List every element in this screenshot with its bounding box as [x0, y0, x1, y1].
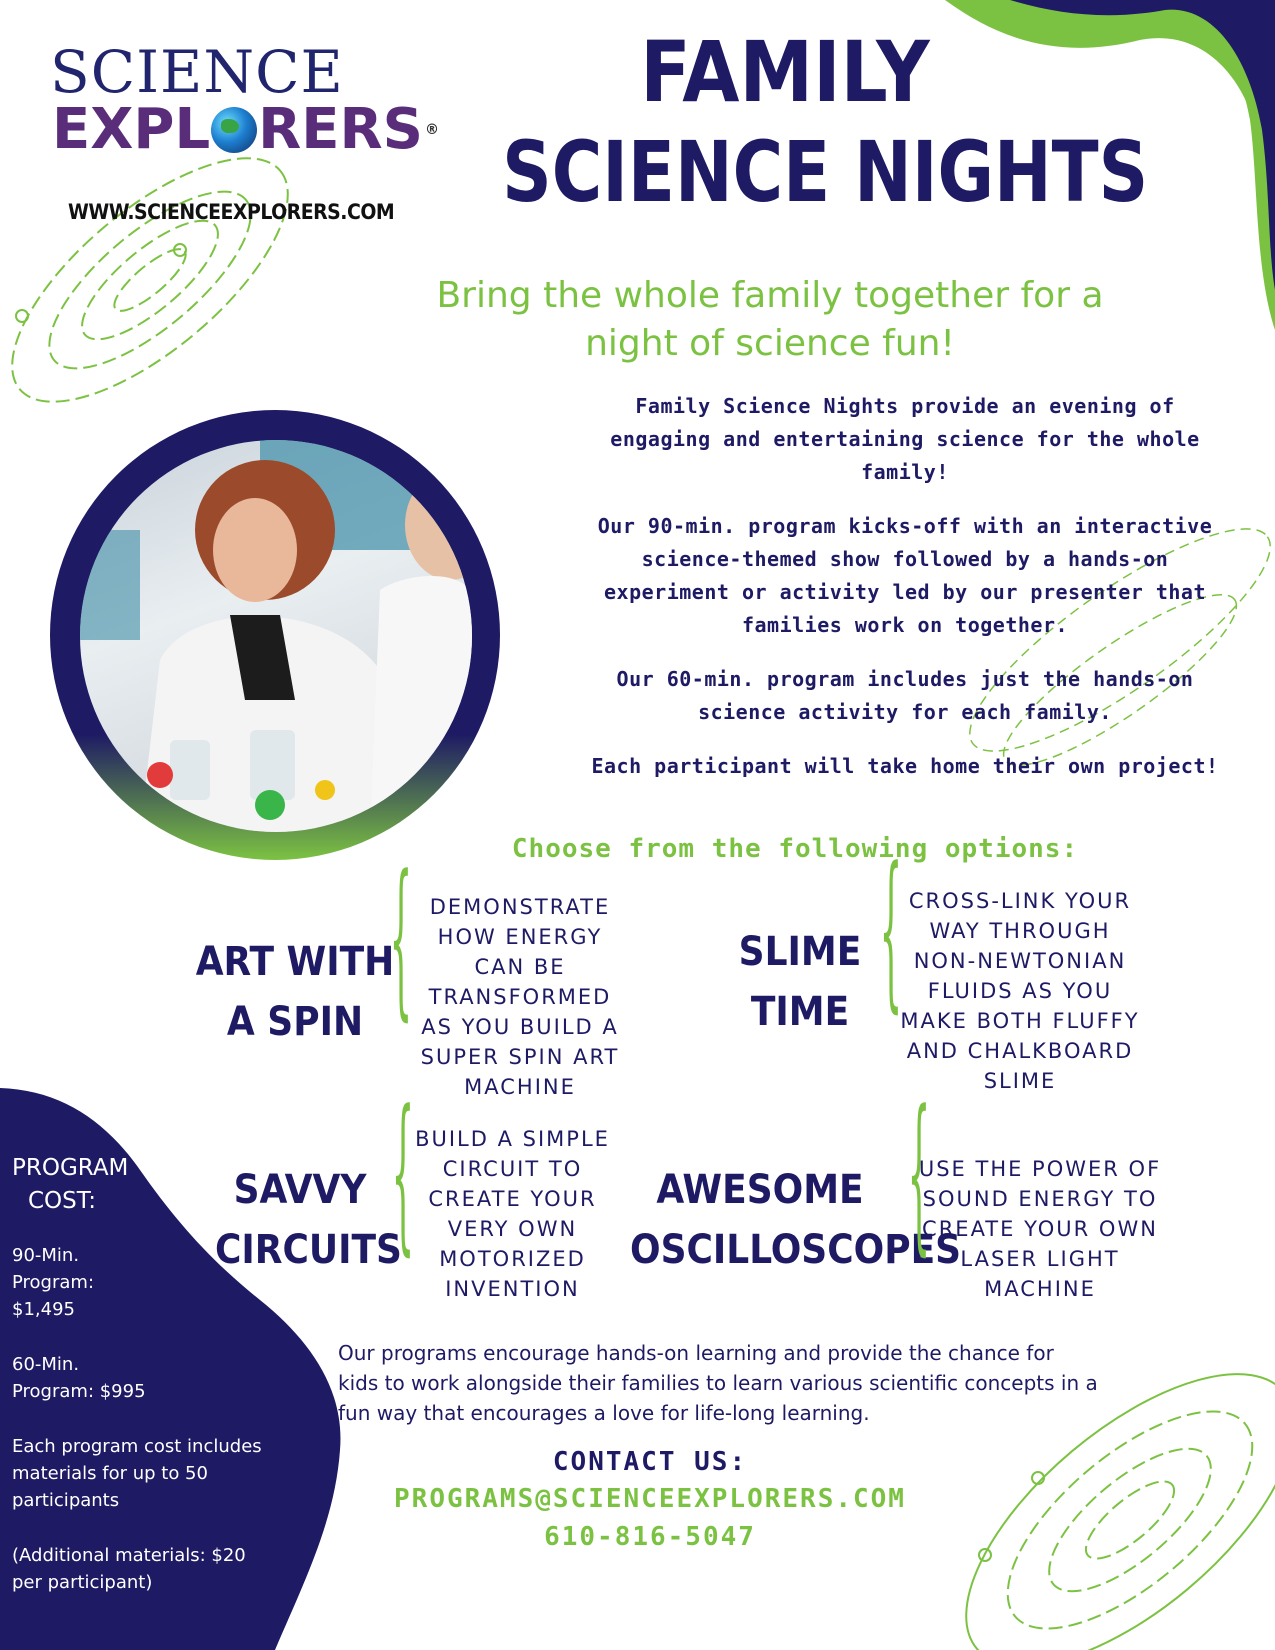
cost-item-additional: (Additional materials: $20 per participant) [12, 1545, 246, 1593]
option-title-line-2: A SPIN [226, 999, 364, 1045]
contact-email-link[interactable]: PROGRAMS@SCIENCEEXPLORERS.COM [394, 1484, 906, 1514]
title-line-2: SCIENCE NIGHTS [502, 123, 1149, 221]
option-awesome-oscilloscopes-title [630, 1160, 962, 1280]
option-slime-time-title [730, 922, 870, 1042]
program-cost-panel [12, 1152, 322, 1596]
registered-mark: ® [424, 122, 439, 138]
left-brace-icon: { [879, 830, 903, 1028]
contact-phone-link[interactable]: 610-816-5047 [544, 1522, 756, 1552]
intro-paragraph-3: Our 60-min. program includes just the hands-on science activity for each family. [616, 667, 1194, 724]
intro-text [585, 390, 1225, 804]
subtitle-line-1: Bring the whole family together for a [436, 275, 1104, 316]
option-title-line-1: SAVVY [233, 1167, 367, 1213]
subtitle-line-2: night of science fun! [585, 323, 955, 364]
subtitle [420, 272, 1120, 368]
option-title-line-1: AWESOME [656, 1167, 864, 1213]
presenter-photo [80, 440, 472, 832]
left-brace-icon: { [391, 1073, 415, 1271]
orbit-lines-left [0, 117, 325, 443]
left-brace-icon: { [389, 838, 413, 1036]
option-title-line-1: SLIME [738, 929, 862, 975]
logo-explorers-part1: EXPL [52, 97, 211, 162]
closing-paragraph: Our programs encourage hands-on learning and provide the chance for kids to work alongside their families to learn various scientific concepts in a fun way that encourages a love for life-long learning. [338, 1341, 1098, 1425]
option-title-line-1: ART WITH [195, 939, 395, 985]
option-title-line-2: OSCILLOSCOPES [630, 1227, 962, 1273]
cost-item-60-min: 60-Min. Program: $995 [12, 1354, 146, 1402]
option-art-with-a-spin-title [190, 932, 400, 1052]
program-cost-heading: PROGRAM COST: [12, 1155, 129, 1214]
option-title-line-2: CIRCUITS [215, 1227, 402, 1273]
option-slime-time-description: CROSS-LINK YOUR WAY THROUGH NON-NEWTONIAN FLUIDS AS YOU MAKE BOTH FLUFFY AND CHALKBOARD SLIME [900, 889, 1140, 1093]
cost-item-materials: Each program cost includes materials for up to 50 participants [12, 1436, 262, 1511]
option-awesome-oscilloscopes-description: USE THE POWER OF SOUND ENERGY TO CREATE YOUR OWN LASER LIGHT MACHINE [918, 1157, 1162, 1301]
logo-explorers-part2: RERS [258, 97, 423, 162]
cost-item-90-min: 90-Min. Program: $1,495 [12, 1245, 95, 1320]
title-line-1: FAMILY [640, 23, 930, 121]
logo-explorers-text [52, 97, 450, 162]
contact-heading: CONTACT US: [552, 1447, 748, 1477]
option-art-with-a-spin-description: DEMONSTRATE HOW ENERGY CAN BE TRANSFORMED AS YOU BUILD A SUPER SPIN ART MACHINE [420, 895, 620, 1099]
intro-paragraph-2: Our 90-min. program kicks-off with an interactive science-themed show followed by a hands-on experiment or activity led by our presenter that families work on together. [597, 514, 1213, 637]
website-url[interactable]: WWW.SCIENCEEXPLORERS.COM [68, 200, 395, 224]
option-savvy-circuits-description: BUILD A SIMPLE CIRCUIT TO CREATE YOUR VERY OWN MOTORIZED INVENTION [415, 1127, 610, 1301]
option-title-line-2: TIME [750, 989, 850, 1035]
logo-science-text: SCIENCE [50, 38, 344, 106]
left-brace-icon: { [907, 1073, 931, 1271]
intro-paragraph-1: Family Science Nights provide an evening of engaging and entertaining science for the whole family! [610, 394, 1200, 484]
options-heading: Choose from the following options: [511, 834, 1079, 864]
science-explorers-logo [50, 38, 450, 162]
page-title [440, 22, 1149, 222]
intro-paragraph-4: Each participant will take home their own project! [591, 754, 1219, 778]
globe-icon [211, 107, 257, 153]
